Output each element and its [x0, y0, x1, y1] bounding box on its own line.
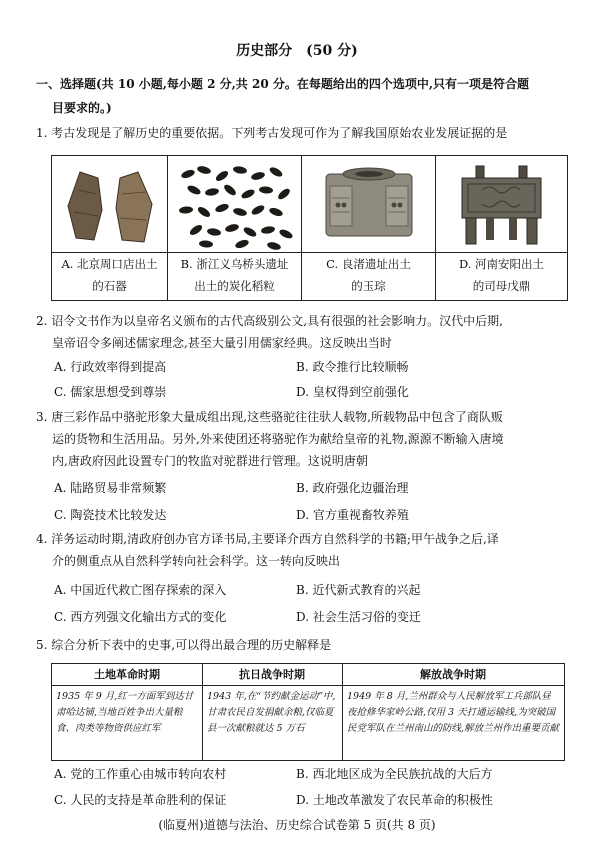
- q1-option-d-label2: 的司母戊鼎: [472, 279, 531, 293]
- q1-option-c: [302, 156, 436, 300]
- q1-option-c-label1: C. 良渚遗址出土: [326, 257, 411, 271]
- stone-tools-image: [58, 160, 162, 250]
- q4-option-b[interactable]: B. 近代新式教育的兴起: [296, 583, 421, 597]
- q1-image-grid: [51, 155, 568, 301]
- table-header-anti-japanese-war: 抗日战争时期: [202, 664, 342, 686]
- q5-option-d[interactable]: D. 土地改革激发了农民革命的积极性: [296, 793, 493, 807]
- table-cell-land-revolution: 1935 年 9 月,红一方面军到达甘肃哈达铺,当地百姓争出大量粮食、肉类等物资供应红军: [56, 691, 194, 734]
- q3-stem-line1: 3. 唐三彩作品中骆驼形象大量成组出现,这些骆驼往往驮人载物,所载物品中包含了商队贩: [36, 410, 503, 424]
- section-instructions-line2: 目要求的。): [52, 101, 112, 115]
- page-footer: (临夏州)道德与法治、历史综合试卷第 5 页(共 8 页): [158, 818, 436, 832]
- table-header-land-revolution: 土地革命时期: [52, 664, 202, 686]
- q1-option-d-label1: D. 河南安阳出土: [458, 257, 545, 271]
- q2-option-b[interactable]: B. 政令推行比较顺畅: [296, 360, 409, 374]
- q3-option-d[interactable]: D. 官方重视畜牧养殖: [296, 508, 409, 522]
- q1-option-c-label2: 的玉琮: [351, 279, 386, 293]
- q3-option-b[interactable]: B. 政府强化边疆治理: [296, 481, 409, 495]
- table-cell-liberation-war: 1949 年 8 月,兰州群众与人民解放军工兵部队昼夜抢修华家岭公路,仅用 3 天打通运输线,为突破国民党军队在兰州南山的防线,解放兰州作出重要贡献: [347, 691, 560, 734]
- q2-option-a[interactable]: A. 行政效率得到提高: [54, 360, 167, 374]
- q5-option-b[interactable]: B. 西北地区成为全民族抗战的大后方: [296, 767, 493, 781]
- q3-stem-line3: 内,唐政府因此设置专门的牧监对驼群进行管理。这说明唐朝: [52, 454, 368, 468]
- q1-option-d: [436, 156, 567, 300]
- page-title: 历史部分 (50 分): [236, 43, 358, 59]
- q4-stem-line2: 介的侧重点从自然科学转向社会科学。这一转向反映出: [52, 554, 341, 568]
- q4-stem-line1: 4. 洋务运动时期,清政府创办官方译书局,主要译介西方自然科学的书籍;甲午战争之后,译: [36, 532, 499, 546]
- q3-option-a[interactable]: A. 陆路贸易非常频繁: [54, 481, 167, 495]
- q3-option-c[interactable]: C. 陶瓷技术比较发达: [54, 508, 167, 522]
- q1-option-a-label2: 的石器: [92, 279, 127, 293]
- table-header-liberation-war: 解放战争时期: [342, 664, 564, 686]
- q1-option-a-label1: A. 北京周口店出土: [61, 257, 158, 271]
- carbonized-rice-image: [174, 160, 296, 250]
- q2-option-c[interactable]: C. 儒家思想受到尊崇: [54, 385, 167, 399]
- q1-option-b-label1: B. 浙江义乌桥头遗址: [180, 257, 289, 271]
- q2-stem-line1: 2. 诏令文书作为以皇帝名义颁布的古代高级别公文,具有很强的社会影响力。汉代中后期,: [36, 314, 503, 328]
- q5-option-a[interactable]: A. 党的工作重心由城市转向农村: [54, 767, 227, 781]
- q4-option-a[interactable]: A. 中国近代救亡图存探索的深入: [54, 583, 227, 597]
- table-cell-anti-japanese-war: 1943 年,在“节约献金运动”中,甘肃农民自发捐献余粮,仅临夏县一次献粮就达 5 万石: [207, 691, 336, 734]
- q4-option-c[interactable]: C. 西方列强文化输出方式的变化: [54, 610, 227, 624]
- q2-option-d[interactable]: D. 皇权得到空前强化: [296, 385, 409, 399]
- q3-stem-line2: 运的货物和生活用品。另外,外来使团还将骆驼作为献给皇帝的礼物,源源不断输入唐境: [52, 432, 504, 446]
- q5-option-c[interactable]: C. 人民的支持是革命胜利的保证: [54, 793, 227, 807]
- q5-stem: 5. 综合分析下表中的史事,可以得出最合理的历史解释是: [36, 638, 332, 652]
- q1-option-a: [52, 156, 168, 300]
- q1-option-b-label2: 出土的炭化稻粒: [194, 279, 275, 293]
- q4-option-d[interactable]: D. 社会生活习俗的变迁: [296, 610, 421, 624]
- q1-stem: 1. 考古发现是了解历史的重要依据。下列考古发现可作为了解我国原始农业发展证据的是: [36, 126, 508, 140]
- section-instructions-line1: 一、选择题(共 10 小题,每小题 2 分,共 20 分。在每题给出的四个选项中,只有一项是符合题: [36, 77, 530, 91]
- q2-stem-line2: 皇帝诏令多阐述儒家理念,甚至大量引用儒家经典。这反映出当时: [52, 336, 392, 350]
- q1-option-b: [168, 156, 302, 300]
- q5-history-table: [51, 663, 565, 761]
- jade-cong-image: [308, 160, 430, 250]
- bronze-ding-image: [442, 160, 561, 250]
